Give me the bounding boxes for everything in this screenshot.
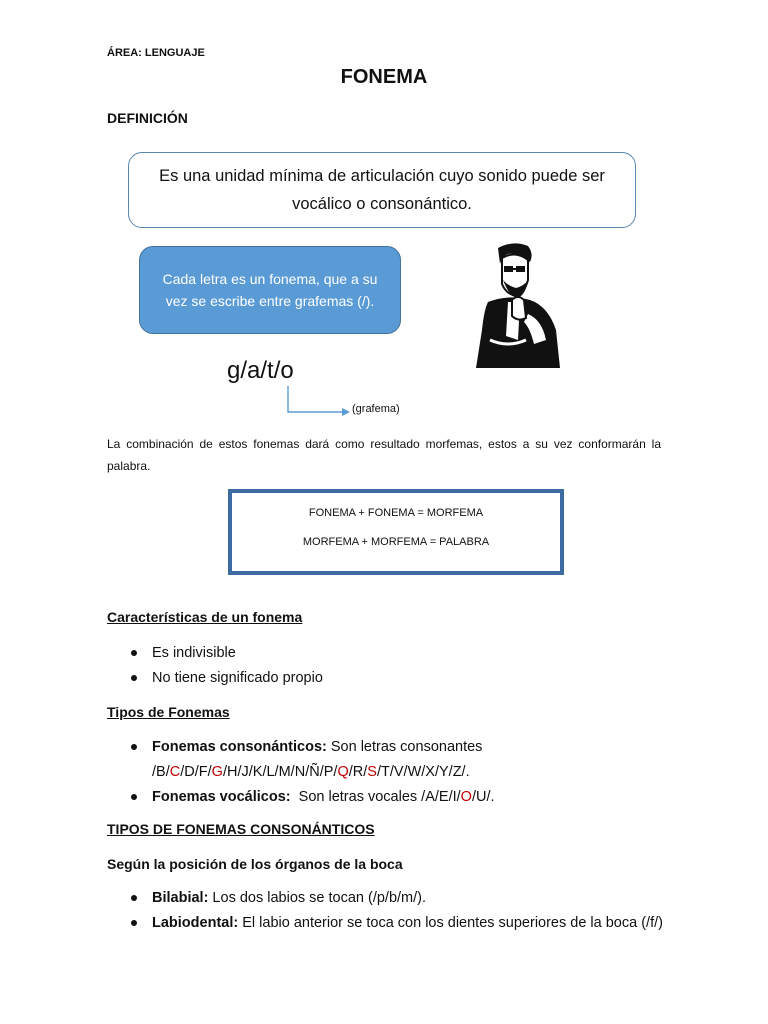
letter: H	[226, 764, 238, 780]
letter: /	[165, 764, 170, 780]
letter: V	[393, 764, 404, 780]
letter: /	[237, 764, 242, 780]
bullet-icon	[131, 650, 137, 656]
letter: F	[198, 764, 208, 780]
letter: B	[156, 764, 166, 780]
list-item	[107, 785, 667, 810]
letter: /	[434, 789, 439, 805]
page-title: FONEMA	[340, 66, 428, 88]
definition-heading: DEFINICIÓN	[107, 110, 188, 126]
formula-line-1: FONEMA + FONEMA = MORFEMA	[308, 507, 484, 519]
example-word: g/a/t/o	[227, 357, 294, 384]
consonant-types-list	[107, 886, 667, 936]
letter: /	[333, 764, 338, 780]
example-label: (grafema)	[352, 403, 400, 415]
bullet-icon	[131, 794, 137, 800]
letter: R	[352, 764, 364, 780]
letter: Y	[438, 764, 449, 780]
letter: C	[169, 764, 181, 780]
letter: /	[448, 764, 453, 780]
consonant-label: Fonemas consonánticos:	[152, 739, 327, 755]
letter: /	[389, 764, 394, 780]
letter: K	[252, 764, 263, 780]
item-label: Bilabial:	[152, 890, 209, 906]
letter: /	[305, 764, 310, 780]
consonant-types-heading: TIPOS DE FONEMAS CONSONÁNTICOS	[107, 821, 375, 837]
bullet-icon	[131, 675, 137, 681]
letter: /	[207, 764, 212, 780]
characteristics-list	[107, 641, 667, 691]
letter: Ñ	[309, 764, 320, 780]
letter: /	[222, 764, 227, 780]
letter: G	[211, 764, 223, 780]
list-item-text: Es indivisible	[152, 645, 236, 661]
letter: O	[460, 789, 472, 805]
consonant-letters	[152, 764, 470, 780]
letter: I	[452, 789, 457, 805]
letter: /	[180, 764, 185, 780]
letter: N	[294, 764, 306, 780]
letter: /.	[461, 764, 470, 780]
list-item	[107, 666, 667, 691]
list-item	[107, 911, 667, 936]
letter: J	[241, 764, 249, 780]
letter: E	[438, 789, 449, 805]
letter: /	[348, 764, 353, 780]
vocalic-label: Fonemas vocálicos:	[152, 789, 291, 805]
letter: /	[152, 764, 157, 780]
letter: /	[448, 789, 453, 805]
bullet-icon	[131, 744, 137, 750]
types-heading: Tipos de Fonemas	[107, 704, 230, 720]
combination-paragraph: La combinación de estos fonemas dará como resultado morfemas, estos a su vez conformarán la palabra.	[107, 437, 661, 473]
letter: /	[194, 764, 199, 780]
letter: /.	[486, 789, 495, 805]
letter: D	[184, 764, 195, 780]
letter: /	[274, 764, 279, 780]
vocalic-letters	[425, 789, 494, 805]
letter: /	[471, 789, 476, 805]
letter: /	[290, 764, 295, 780]
letter: /	[421, 764, 426, 780]
letter: M	[278, 764, 291, 780]
formula-line-2: MORFEMA + MORFEMA = PALABRA	[302, 536, 490, 548]
item-text: Los dos labios se tocan (/p/b/m/).	[208, 890, 427, 906]
letter: /	[434, 764, 439, 780]
item-text: El labio anterior se toca con los dientes superiores de la boca (/f/)	[238, 915, 663, 931]
thinking-man-illustration	[468, 240, 588, 370]
list-item	[107, 735, 667, 785]
letter: P	[323, 764, 334, 780]
characteristics-heading: Características de un fonema	[107, 609, 303, 625]
types-list	[107, 735, 667, 810]
formula-box	[228, 489, 564, 575]
bullet-icon	[131, 895, 137, 901]
area-label: ÁREA: LENGUAJE	[107, 47, 205, 59]
consonant-text: Son letras consonantes	[326, 739, 483, 755]
letter: Z	[452, 764, 462, 780]
letter: /	[403, 764, 408, 780]
bullet-icon	[131, 920, 137, 926]
item-label: Labiodental:	[152, 915, 239, 931]
arrow-icon	[286, 386, 350, 418]
letter: S	[367, 764, 377, 780]
list-item	[107, 886, 667, 911]
definition-text: Es una unidad mínima de articulación cuyo sonido puede ser vocálico o consonántico.	[159, 167, 605, 213]
callout-box	[139, 246, 401, 334]
consonant-types-subheading: Según la posición de los órganos de la boca	[107, 856, 403, 872]
letter: A	[425, 789, 435, 805]
letter: /	[319, 764, 324, 780]
letter: /	[262, 764, 267, 780]
list-item	[107, 641, 667, 666]
vocalic-text: Son letras vocales /	[290, 789, 426, 805]
definition-box	[128, 152, 636, 228]
list-item-text: No tiene significado propio	[152, 670, 323, 686]
letter: T	[380, 764, 390, 780]
letter: X	[425, 764, 435, 780]
letter: /	[363, 764, 368, 780]
letter: /	[456, 789, 461, 805]
letter: U	[475, 789, 487, 805]
letter: L	[266, 764, 275, 780]
letter: /	[248, 764, 253, 780]
callout-text: Cada letra es un fonema, que a su vez se escribe entre grafemas (/).	[162, 271, 378, 309]
letter: /	[376, 764, 381, 780]
letter: Q	[337, 764, 349, 780]
letter: W	[407, 764, 422, 780]
